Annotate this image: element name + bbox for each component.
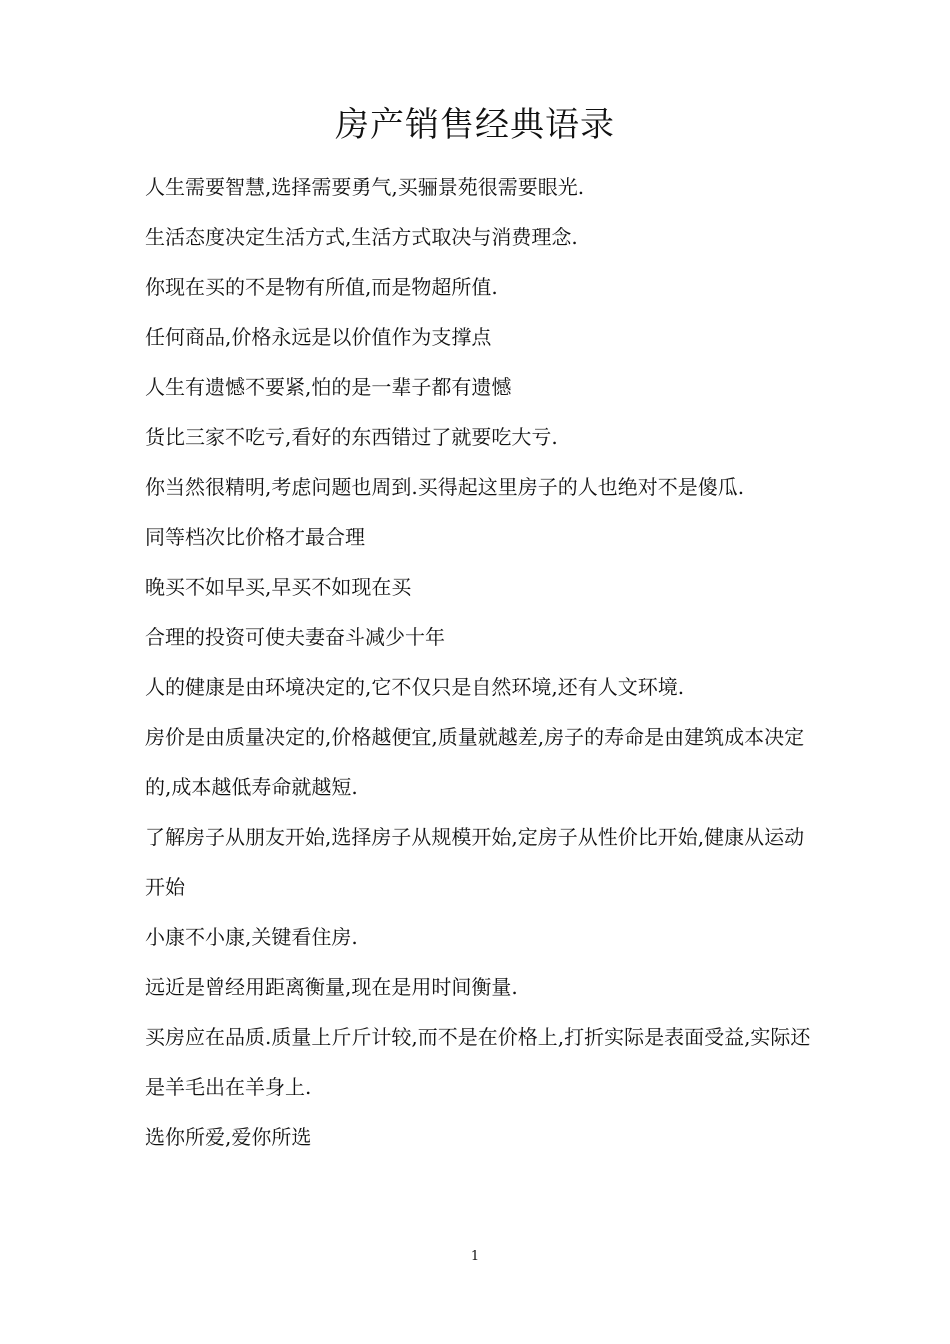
quote-paragraph: 你当然很精明,考虑问题也周到.买得起这里房子的人也绝对不是傻瓜. xyxy=(145,475,745,499)
quote-paragraph: 货比三家不吃亏,看好的东西错过了就要吃大亏. xyxy=(145,425,558,449)
quote-paragraph: 你现在买的不是物有所值,而是物超所值. xyxy=(145,275,498,299)
quote-paragraph: 人生需要智慧,选择需要勇气,买骊景苑很需要眼光. xyxy=(145,175,585,199)
quote-paragraph: 选你所爱,爱你所选 xyxy=(145,1125,312,1149)
quote-paragraph: 人生有遗憾不要紧,怕的是一辈子都有遗憾 xyxy=(145,375,512,399)
quote-paragraph: 房价是由质量决定的,价格越便宜,质量就越差,房子的寿命是由建筑成本决定的,成本越低寿命就越短. xyxy=(145,725,805,799)
quote-paragraph: 生活态度决定生活方式,生活方式取决与消费理念. xyxy=(145,225,578,249)
quote-paragraph: 小康不小康,关键看住房. xyxy=(145,925,358,949)
quote-paragraph: 了解房子从朋友开始,选择房子从规模开始,定房子从性价比开始,健康从运动开始 xyxy=(145,825,805,899)
quote-paragraph: 任何商品,价格永远是以价值作为支撑点 xyxy=(145,325,492,349)
quote-paragraph: 远近是曾经用距离衡量,现在是用时间衡量. xyxy=(145,975,518,999)
quote-paragraph: 人的健康是由环境决定的,它不仅只是自然环境,还有人文环境. xyxy=(145,675,685,699)
quote-list xyxy=(145,162,815,1162)
document-title: 房产销售经典语录 xyxy=(335,105,615,145)
quote-paragraph: 晚买不如早买,早买不如现在买 xyxy=(145,575,412,599)
quote-paragraph: 买房应在品质.质量上斤斤计较,而不是在价格上,打折实际是表面受益,实际还是羊毛出在羊身上. xyxy=(145,1025,811,1099)
quote-paragraph: 同等档次比价格才最合理 xyxy=(145,525,365,549)
quote-paragraph: 合理的投资可使夫妻奋斗减少十年 xyxy=(145,625,445,649)
page-number: 1 xyxy=(470,1249,480,1264)
